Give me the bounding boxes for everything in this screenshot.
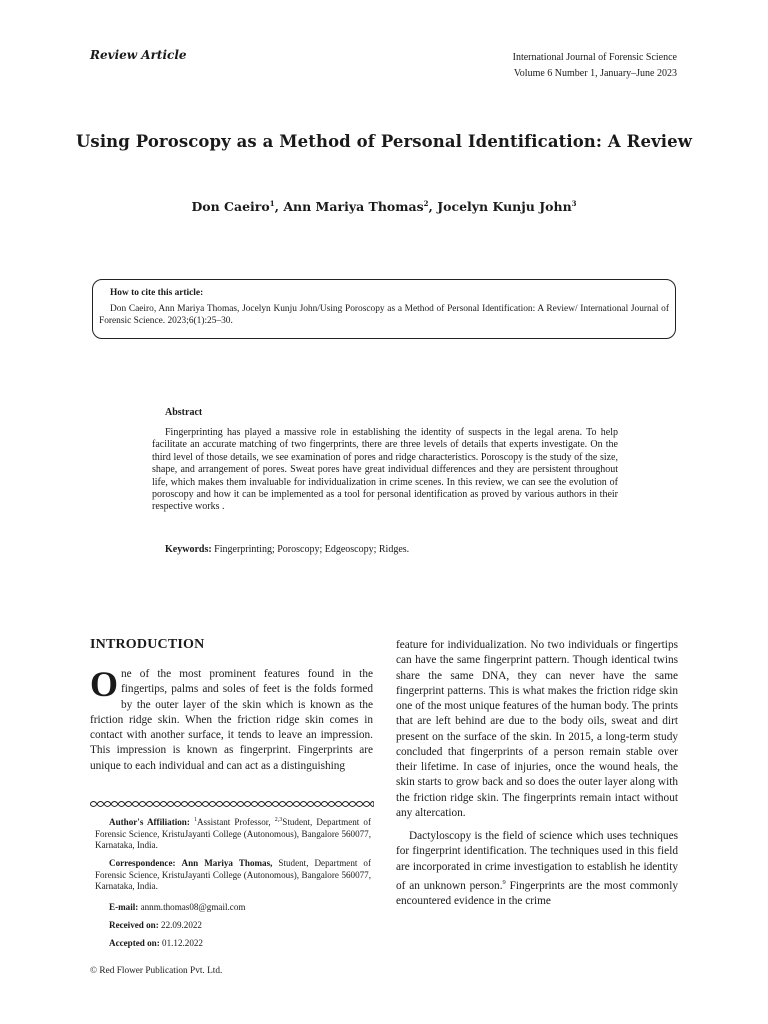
keywords-label: Keywords: — [165, 544, 212, 555]
intro-paragraph-text: Dactyloscopy is the field of science which uses techniques for fingerprint identification. The techniques used in this field are incorporated in crime investigation to establish he identity of an unknown person. — [396, 830, 678, 892]
accepted-line — [95, 938, 371, 950]
keywords — [165, 544, 409, 555]
received-date: 22.09.2022 — [161, 920, 202, 930]
article-type: Review Article — [90, 48, 187, 62]
intro-paragraph: feature for individualization. No two individuals or fingertips can have the same fingerprint pattern. Though identical twins share the same DNA, they can never have the same fingerprint patterns. This is what makes the friction ridge skin one of the most unique features of the human body. The prints that are left behind are due to the body oils, sweat and dirt present on the surface of the skin. In 2015, a long-term study concluded that fingerprints of a person remain stable over their lifetime. In case of injuries, once the wound heals, the skin starts to grow back and so does the outer layer along with the friction ridge skin. The fingerprints remain intact without any altercation. — [396, 639, 678, 819]
email-address[interactable]: annm.thomas08@gmail.com — [140, 902, 246, 912]
author-affiliation-mark: 2 — [423, 199, 429, 208]
wave-divider — [90, 799, 374, 809]
author-affiliation — [95, 815, 371, 852]
email-line — [95, 902, 371, 914]
author-list: Don Caeiro$^1$, Ann Mariya Thomas$^2$, Jocelyn Kunju John$^3$ — [191, 199, 577, 215]
author-name: Ann Mariya Thomas — [283, 199, 424, 215]
section-heading-introduction: INTRODUCTION — [90, 637, 205, 652]
paper-title: Using Poroscopy as a Method of Personal Identification: A Review — [75, 132, 693, 151]
intro-left-text: ne of the most prominent features found in the fingertips, palms and soles of feet is the folds formed by the outer layer of the skin which is known as the friction ridge skin. When the friction ridge skin comes in contact with another surface, it tends to leave an impression. This impression is known as fingerprint. Fingerprints are unique to each individual and can act as a distinguishing — [90, 668, 373, 772]
correspondence-text: Student, Department of Forensic Science, KristuJayanti College (Autonomous), Bangalore 560077, Karnataka, India. — [95, 858, 371, 892]
intro-paragraph-text: Fingerprints are the most commonly encountered evidence in the crime — [396, 879, 678, 907]
correspondence — [95, 858, 371, 893]
abstract-text: Fingerprinting has played a massive role in establishing the identity of suspects in the legal arena. To help facilitate an accurate matching of two fingerprints, there are three levels of details that experts investigate. On the third level of those details, we see examination of pores and ridge characteristics. Poroscopy is the study of the size, shape, and arrangement of pores. Sweat pores have great individual differences and they are persistent throughout life, which makes them invaluable for individualization in crime scenes. In this review, we can see the evolution of poroscopy and how it can be implemented as a tool for personal identification as proved by various authors in their respective works . — [152, 427, 618, 513]
correspondence-name: Ann Mariya Thomas, — [181, 858, 273, 868]
received-label: Received on: — [109, 920, 159, 930]
author-name: Jocelyn Kunju John — [437, 199, 572, 215]
affiliation-mark: 1 — [193, 817, 197, 823]
accepted-label: Accepted on: — [109, 938, 160, 948]
affiliation-text: Assistant Professor, — [196, 817, 275, 828]
accepted-date: 01.12.2022 — [162, 938, 203, 948]
affiliation-mark: 2,3 — [274, 817, 283, 823]
drop-cap: O — [90, 664, 119, 704]
journal-name: International Journal of Forensic Science — [512, 52, 677, 63]
author-affiliation-mark: 3 — [571, 199, 577, 208]
citation-box — [92, 279, 676, 339]
author-name: Don Caeiro — [191, 199, 270, 215]
affiliation-text: Student, Department of Forensic Science, KristuJayanti College (Autonomous), Bangalore 560077, Karnataka, India. — [95, 817, 371, 851]
email-label: E-mail: — [109, 902, 139, 912]
intro-right-column — [396, 638, 678, 909]
intro-left-column — [90, 664, 373, 774]
abstract-heading: Abstract — [165, 407, 203, 418]
received-line — [95, 920, 371, 932]
publisher-footer: © Red Flower Publication Pvt. Ltd. — [90, 966, 223, 976]
author-affiliation-mark: 1 — [269, 199, 275, 208]
reference-mark: 9 — [502, 878, 506, 886]
citation-label: How to cite this article: — [110, 288, 204, 298]
journal-issue: Volume 6 Number 1, January–June 2023 — [513, 68, 677, 79]
citation-text: Don Caeiro, Ann Mariya Thomas, Jocelyn Kunju John/Using Poroscopy as a Method of Personal Identification: A Review/ International Journal of Forensic Science. 2023;6(1):25–30. — [99, 303, 669, 326]
correspondence-label: Correspondence: — [109, 858, 176, 868]
journal-info — [417, 50, 677, 82]
keywords-list: Fingerprinting; Poroscopy; Edgeoscopy; Ridges. — [214, 544, 410, 555]
intro-paragraph — [396, 829, 678, 909]
affiliation-label: Author's Affiliation: — [109, 817, 190, 828]
